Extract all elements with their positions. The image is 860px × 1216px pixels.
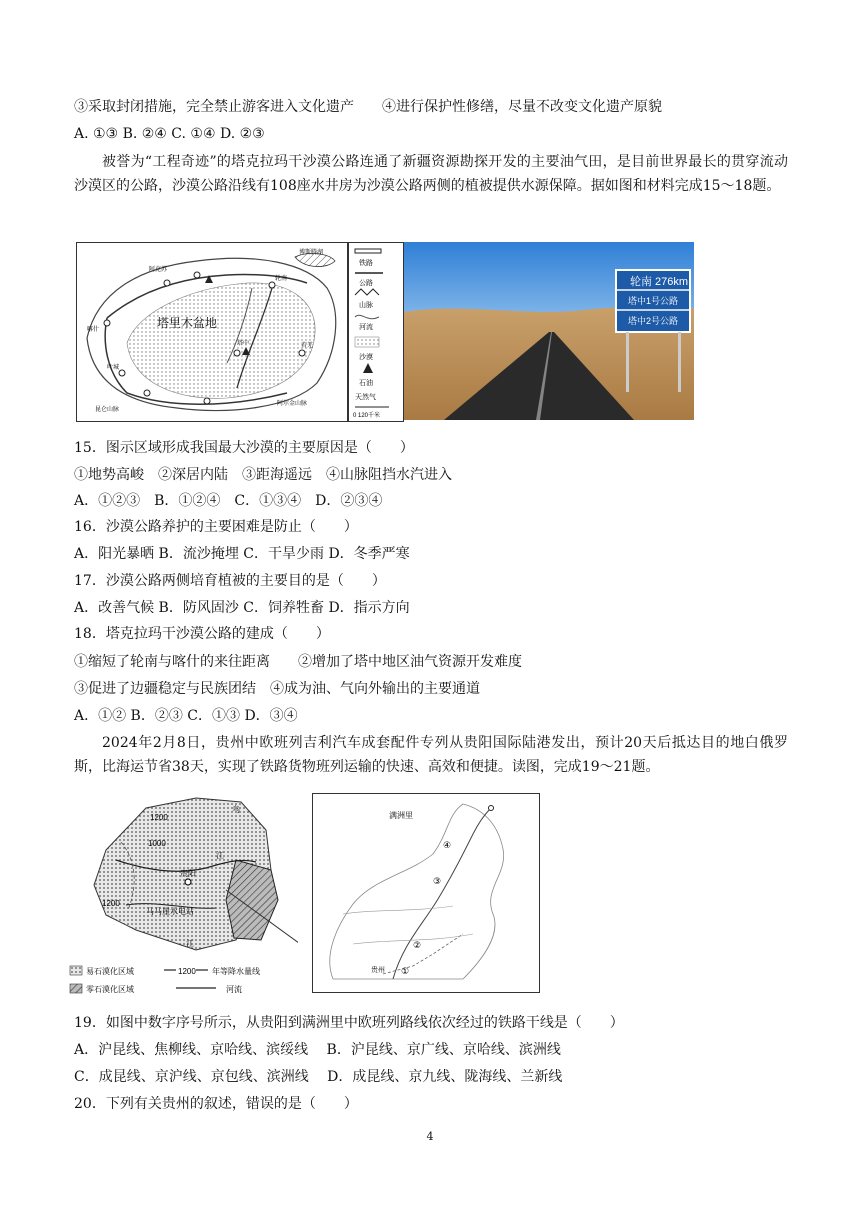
question-15: 15．图示区域形成我国最大沙漠的主要原因是（ ） (74, 440, 414, 456)
svg-text:河流: 河流 (226, 985, 242, 994)
page-number: 4 (426, 1130, 434, 1143)
svg-text:铁路: 铁路 (359, 260, 373, 267)
svg-text:天然气: 天然气 (355, 394, 376, 401)
svg-text:江: 江 (216, 851, 224, 860)
svg-text:1200: 1200 (178, 967, 196, 976)
svg-text:阿尔金山脉: 阿尔金山脉 (277, 401, 308, 407)
svg-text:②: ② (413, 940, 422, 950)
question-17: 17．沙漠公路两侧培育植被的主要目的是（ ） (74, 573, 386, 589)
svg-text:满洲里: 满洲里 (389, 811, 413, 820)
china-railway-map (312, 793, 540, 993)
question-18: 18．塔克拉玛干沙漠公路的建成（ ） (74, 626, 330, 642)
svg-text:公路: 公路 (359, 280, 373, 287)
desert-road-photo (404, 242, 694, 420)
svg-text:博斯腾湖: 博斯腾湖 (299, 250, 324, 256)
q18-options-1-2: ①缩短了轮南与喀什的来往距离 ②增加了塔中地区油气资源开发难度 (74, 654, 522, 670)
sign-line-2: 塔中1号公路 (628, 296, 679, 306)
question-19: 19．如图中数字序号所示，从贵阳到满洲里中欧班列路线依次经过的铁路干线是（ ） (74, 1015, 624, 1031)
answer-choices-14: A. ①③ B. ②④ C. ①④ D. ②③ (74, 126, 265, 142)
q18-answers: A．①② B．②③ C．①③ D．③④ (74, 708, 298, 724)
passage-china-europe-train: 2024年2月8日，贵州中欧班列吉利汽车成套配件专列从贵阳国际陆港发出，预计20天后抵达目的地白俄罗斯，比海运节省38天，实现了铁路货物班列运输的快速、高效和便捷。读图，完成19～21题。 (74, 735, 788, 775)
q18-options-3-4: ③促进了边疆稳定与民族团结 ④成为油、气向外输出的主要通道 (74, 681, 480, 697)
svg-text:③: ③ (433, 876, 442, 886)
svg-text:阿克苏: 阿克苏 (149, 267, 168, 273)
svg-text:石油: 石油 (359, 380, 373, 387)
svg-text:贵州: 贵州 (371, 967, 385, 974)
option-line-3-4: ③采取封闭措施，完全禁止游客进入文化遗产 ④进行保护性修缮，尽量不改变文化遗产原貌 (74, 99, 662, 115)
basin-label: 塔里木盆地 (157, 316, 218, 330)
svg-text:喀什: 喀什 (87, 327, 100, 333)
svg-text:沙漠: 沙漠 (359, 354, 373, 361)
q15-answers: A．①②③ B．①②④ C．①③④ D．②③④ (74, 493, 383, 509)
svg-text:河流: 河流 (359, 324, 373, 331)
tarim-map-legend (348, 242, 404, 422)
guizhou-map (66, 790, 298, 1000)
q17-answers: A．改善气候 B．防风固沙 C．饲养牲畜 D．指示方向 (74, 600, 410, 616)
sign-line-3: 塔中2号公路 (628, 316, 679, 326)
sign-line-1: 轮南 276km (630, 276, 689, 288)
svg-text:乌: 乌 (232, 805, 240, 814)
q19-answers-cd: C．成昆线、京沪线、京包线、滨洲线 D．成昆线、京九线、陇海线、兰新线 (74, 1069, 563, 1085)
svg-text:江: 江 (186, 939, 194, 948)
zero-desertification-area (226, 860, 278, 940)
svg-text:④: ④ (443, 840, 452, 850)
svg-text:①: ① (401, 966, 410, 976)
tarim-basin-map (76, 242, 348, 422)
svg-text:1000: 1000 (148, 839, 166, 848)
question-20: 20．下列有关贵州的叙述，错误的是（ ） (74, 1096, 358, 1112)
tarim-basin-map-svg (77, 243, 347, 421)
svg-text:零石漠化区域: 零石漠化区域 (86, 985, 134, 994)
svg-text:叶城: 叶城 (107, 365, 120, 371)
svg-text:0 120千米: 0 120千米 (353, 413, 381, 419)
q16-answers: A．阳光暴晒 B．流沙掩埋 C．干旱少雨 D．冬季严寒 (74, 546, 410, 562)
svg-text:轮南: 轮南 (275, 276, 288, 282)
svg-text:1200: 1200 (150, 813, 168, 822)
svg-text:昆仑山脉: 昆仑山脉 (95, 407, 120, 413)
q19-answers-ab: A．沪昆线、焦柳线、京哈线、滨绥线 B．沪昆线、京广线、京哈线、滨洲线 (74, 1042, 561, 1058)
q15-options: ①地势高峻 ②深居内陆 ③距海遥远 ④山脉阻挡水汽进入 (74, 467, 452, 483)
svg-text:塔中: 塔中 (237, 341, 250, 347)
svg-text:易石漠化区域: 易石漠化区域 (86, 967, 134, 976)
svg-text:若羌: 若羌 (301, 343, 314, 349)
passage-desert-road: 被誉为“工程奇迹”的塔克拉玛干沙漠公路连通了新疆资源勘探开发的主要油气田，是目前世界最长的贯穿流动沙漠区的公路，沙漠公路沿线有108座水井房为沙漠公路两侧的植被提供水源保障。据如图和材料完成15～18题。 (74, 154, 788, 194)
svg-text:年等降水量线: 年等降水量线 (212, 967, 260, 976)
question-16: 16．沙漠公路养护的主要困难是防止（ ） (74, 519, 358, 535)
svg-text:贵阳: 贵阳 (180, 869, 196, 878)
svg-text:马马崖水电站: 马马崖水电站 (146, 907, 194, 916)
svg-text:山脉: 山脉 (359, 302, 373, 309)
svg-text:1200: 1200 (102, 899, 120, 908)
